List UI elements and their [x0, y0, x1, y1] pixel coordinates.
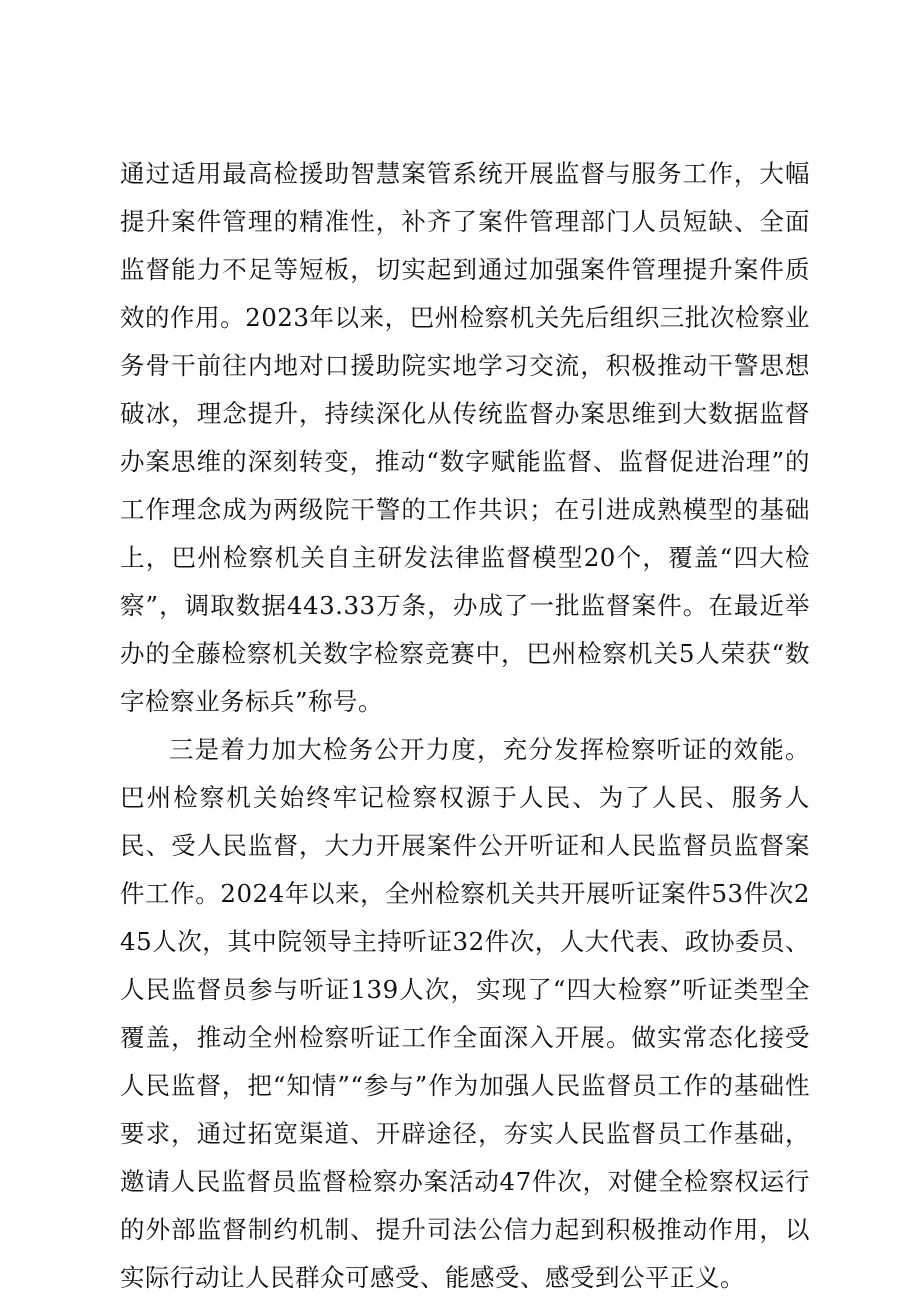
paragraph-case-management: 通过适用最高检援助智慧案管系统开展监督与服务工作，大幅提升案件管理的精准性，补齐了案件管理部门人员短缺、全面监督能力不足等短板，切实起到通过加强案件管理提升案件质效的作用。2023年以来，巴州检察机关先后组织三批次检察业务骨干前往内地对口援助院实地学习交流，积极推动干警思想破冰，理念提升，持续深化从传统监督办案思维到大数据监督办案思维的深刻转变，推动“数字赋能监督、监督促进治理”的工作理念成为两级院干警的工作共识；在引进成熟模型的基础上，巴州检察机关自主研发法律监督模型20个，覆盖“四大检察”，调取数据443.33万条，办成了一批监督案件。在最近举办的全藤检察机关数字检察竞赛中，巴州检察机关5人荣获“数字检察业务标兵”称号。	[120, 159, 810, 716]
document-body	[120, 150, 810, 1302]
paragraph-procuratorial-transparency: 三是着力加大检务公开力度，充分发挥检察听证的效能。巴州检察机关始终牢记检察权源于人民、为了人民、服务人民、受人民监督，大力开展案件公开听证和人民监督员监督案件工作。2024年以来，全州检察机关共开展听证案件53件次245人次，其中院领导主持听证32件次，人大代表、政协委员、人民监督员参与听证139人次，实现了“四大检察”听证类型全覆盖，推动全州检察听证工作全面深入开展。做实常态化接受人民监督，把“知情”“参与”作为加强人民监督员工作的基础性要求，通过拓宽渠道、开辟途径，夯实人民监督员工作基础，邀请人民监督员监督检察办案活动47件次，对健全检察权运行的外部监督制约机制、提升司法公信力起到积极推动作用，以实际行动让人民群众可感受、能感受、感受到公平正义。	[120, 735, 810, 1292]
